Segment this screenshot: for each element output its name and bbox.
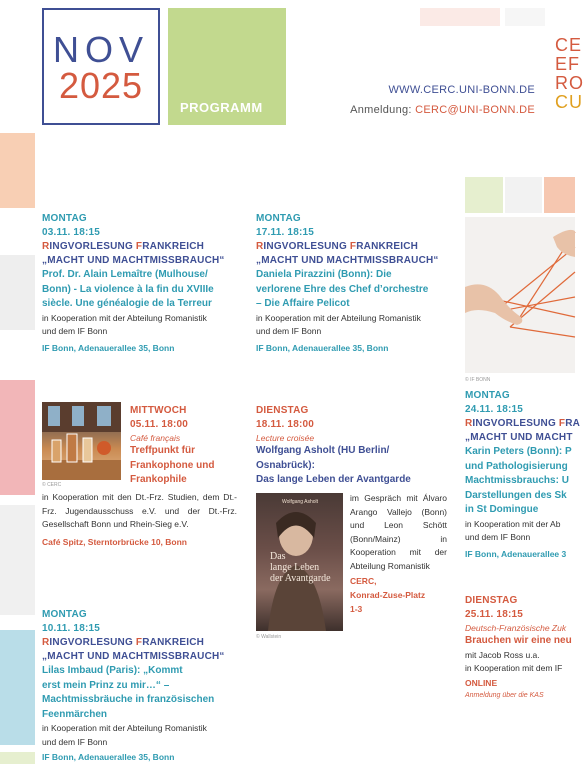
hands-threads-illustration	[465, 217, 575, 373]
event-03-11	[42, 212, 242, 355]
event-text: in Kooperation mit der Ab und dem IF Bonn	[465, 518, 561, 542]
event-date: 24.11. 18:15	[465, 404, 524, 415]
event-day: MONTAG	[42, 609, 87, 620]
event-location: IF Bonn, Adenauerallee 3	[465, 548, 567, 559]
event-day: DIENSTAG	[256, 405, 309, 416]
event-location: CERC, Konrad-Zuse-Platz 1-3	[350, 576, 426, 614]
registration-label: Anmeldung:	[350, 104, 412, 116]
event-kicker: Café français	[130, 433, 181, 443]
event-date: 25.11. 18:15	[465, 609, 524, 620]
event-subseries: „MACHT UND MACHT	[465, 432, 573, 443]
month: NOV	[52, 29, 149, 70]
color-strip-right-gray	[505, 177, 542, 213]
registration-email[interactable]: CERC@UNI-BONN.DE	[415, 104, 535, 116]
event-location: ONLINE	[465, 677, 498, 688]
top-strip-2	[505, 8, 545, 26]
color-strip-pink	[0, 380, 35, 495]
event-05-11-head	[130, 404, 230, 488]
programm-box	[168, 8, 286, 125]
event-10-11	[42, 608, 247, 764]
event-text: in Kooperation mit der Abteilung Romanistik und dem IF Bonn	[256, 312, 421, 336]
event-location: IF Bonn, Adenauerallee 35, Bonn	[42, 342, 175, 353]
event-location: IF Bonn, Adenauerallee 35, Bonn	[42, 752, 175, 762]
event-date: 03.11. 18:15	[42, 227, 101, 238]
month-box	[42, 8, 160, 125]
event-date: 18.11. 18:00	[256, 419, 315, 430]
event-location: IF Bonn, Adenauerallee 35, Bonn	[256, 342, 389, 353]
cafe-drinks-illustration	[42, 402, 121, 480]
event-text: in Kooperation mit der Abteilung Romanistik und dem IF Bonn	[42, 312, 207, 336]
event-date: 10.11. 18:15	[42, 623, 101, 634]
event-day: MONTAG	[256, 213, 301, 224]
event-day: MITTWOCH	[130, 405, 187, 416]
event-subseries: „MACHT UND MACHTMISSBRAUCH“	[42, 651, 225, 662]
event-title: Lilas Imbaud (Paris): „Kommt erst mein Prinz zu mir…“ – Machtmissbräuche in französischen Feenmärchen	[42, 665, 215, 720]
event-day: MONTAG	[465, 390, 510, 401]
color-strip-right-green	[465, 177, 503, 213]
hands-photo-credit: © IF BONN	[465, 377, 491, 383]
event-series: RINGVORLESUNG FRANKREICH	[42, 241, 205, 252]
event-18-11-body	[350, 492, 447, 616]
photo-credit: © CERC	[42, 482, 62, 488]
event-location: Café Spitz, Sterntorbrücke 10, Bonn	[42, 536, 187, 547]
event-subseries: „MACHT UND MACHTMISSBRAUCH“	[256, 255, 439, 266]
event-title: Treffpunkt für Frankophone und Frankophile	[130, 445, 215, 485]
color-strip-green	[0, 752, 35, 764]
event-series: RINGVORLESUNG FRANKREICH	[42, 637, 205, 648]
color-strip-peach	[0, 133, 35, 208]
book-cover	[256, 493, 343, 631]
color-strip-blue	[0, 630, 35, 745]
programm-label: PROGRAMM	[180, 100, 263, 115]
cerc-logo: CE EF RO CU	[555, 35, 584, 112]
event-text: im Gespräch mit Álvaro Arango Vallejo (Bonn) und Leon Schött (Bonn/Mainz) in Kooperation mit der Abteilung Romanistik	[350, 493, 447, 571]
event-text: in Kooperation mit der Abteilung Romanistik und dem IF Bonn	[42, 723, 207, 747]
event-25-11	[465, 594, 575, 702]
event-24-11	[465, 389, 581, 561]
color-strip-right-peach	[544, 177, 575, 213]
event-title: Karin Peters (Bonn): P und Pathologisierung Machtmissbrauchs: U Darstellungen des Sk in St Domingue	[465, 446, 572, 515]
event-title: Daniela Pirazzini (Bonn): Die verlorene Ehre des Chef d’orchestre – Die Affaire Pelicot	[256, 269, 429, 309]
color-strip-gray	[0, 255, 35, 330]
event-day: MONTAG	[42, 213, 87, 224]
event-date: 05.11. 18:00	[130, 419, 189, 430]
event-title: Brauchen wir eine neu	[465, 635, 572, 646]
event-series: RINGVORLESUNG FRA	[465, 418, 581, 429]
event-title: Wolfgang Asholt (HU Berlin/ Osnabrück): Das lange Leben der Avantgarde	[256, 445, 411, 485]
top-strip	[420, 8, 500, 26]
registration-line	[350, 104, 535, 116]
event-18-11-head	[256, 404, 456, 488]
book-credit: © Wallstein	[256, 634, 282, 640]
event-17-11	[256, 212, 456, 355]
cafe-photo	[42, 402, 121, 480]
event-date: 17.11. 18:15	[256, 227, 315, 238]
year: 2025	[58, 65, 144, 106]
event-kicker: Lecture croisée	[256, 433, 315, 443]
event-note: Anmeldung über die KAS	[465, 691, 544, 699]
event-title: Prof. Dr. Alain Lemaître (Mulhouse/ Bonn) - La violence à la fin du XVIIIe siècle. Une généalogie de la Terreur	[42, 269, 214, 309]
book-author: Wolfgang Asholt	[282, 499, 319, 505]
website-link[interactable]: WWW.CERC.UNI-BONN.DE	[388, 84, 535, 96]
event-text: mit Jacob Ross u.a. in Kooperation mit dem IF	[465, 649, 563, 673]
color-strip-gray-2	[0, 505, 35, 615]
event-day: DIENSTAG	[465, 595, 518, 606]
hands-photo	[465, 217, 575, 373]
event-text: in Kooperation mit den Dt.-Frz. Studien, dem Dt.-Frz. Jugendausschuss e.V. und der Dt.-Frz. Gesellschaft Bonn und Rhein-Sieg e.V.	[42, 492, 237, 529]
event-subseries: „MACHT UND MACHTMISSBRAUCH“	[42, 255, 225, 266]
event-series: RINGVORLESUNG FRANKREICH	[256, 241, 419, 252]
event-05-11-body	[42, 491, 237, 549]
book-title: Das lange Leben der Avantgarde	[270, 551, 331, 584]
event-kicker: Deutsch-Französische Zuk	[465, 623, 567, 633]
